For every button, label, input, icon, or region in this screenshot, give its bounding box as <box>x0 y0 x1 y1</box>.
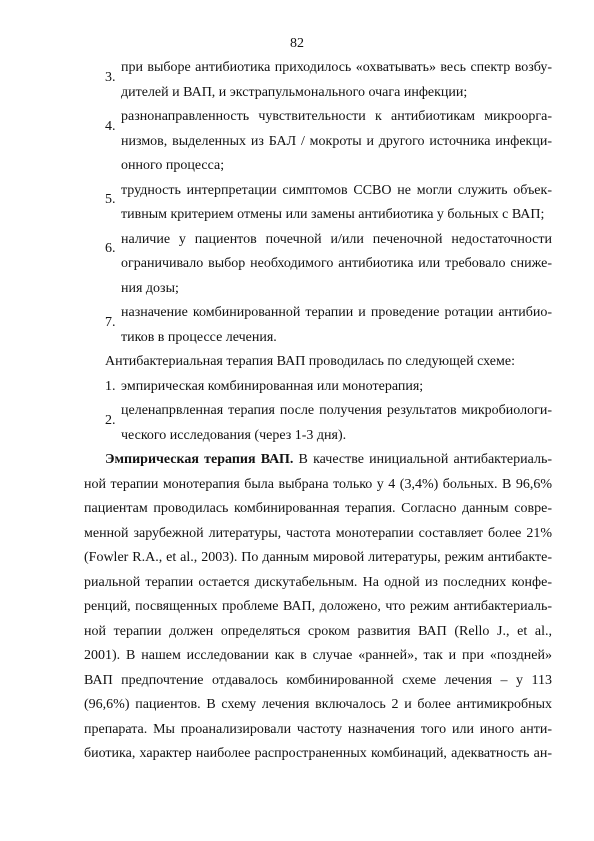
paragraph-line: ной терапии должен определяться сроком развития ВАП (Rello J., et al., <box>84 623 552 639</box>
paragraph-text: В качестве инициальной антибактериаль- <box>293 452 552 467</box>
paragraph-line: риальной терапии остается дискутабельным. На одной из последних конфе- <box>84 574 552 590</box>
list-item-line: разнонаправленность чувствительности к антибиотикам микроорга- <box>121 109 552 124</box>
list-item-line: тивным критерием отмены или замены антибиотика у больных с ВАП; <box>121 207 545 222</box>
paragraph-line: менной зарубежной литературы, частота монотерапии составляет более 21% <box>84 525 552 541</box>
list-item-line: целенапрвленная терапия после получения результатов микробиологи- <box>121 403 552 418</box>
list-item-line: ограничивало выбор необходимого антибиотика или требовало сниже- <box>121 256 552 271</box>
scheme-item-2 <box>84 399 552 428</box>
list-number: 2. <box>105 412 116 428</box>
paragraph-line: (96,6%) пациентов. В схему лечения включалось 2 и более антимикробных <box>84 697 552 712</box>
list-item-line: назначение комбинированной терапии и проведение ротации антибио- <box>121 305 552 320</box>
paragraph-line: (Fowler R.A., et al., 2003). По данным мировой литературы, режим антибакте- <box>84 550 552 565</box>
scheme-item-1 <box>84 375 552 400</box>
list-item-line: ния дозы; <box>121 280 179 296</box>
list-item-line: дителей и ВАП, и экстрапульмонального очага инфекции; <box>121 84 468 100</box>
list-item-5 <box>84 179 552 207</box>
paragraph-line: ВАП предпочтение отдавалось комбинированной схеме лечения – у 113 <box>84 672 552 688</box>
list-item-line: эмпирическая комбинированная или монотерапия; <box>121 378 424 394</box>
paragraph-line: пациентам проводилась комбинированная терапия. Согласно данным совре- <box>84 501 552 516</box>
list-item-line: тиков в процессе лечения. <box>121 329 277 345</box>
paragraph-line: ной терапии монотерапия была выбрана только у 4 (3,4%) больных. В 96,6% <box>84 476 552 492</box>
list-item-line: наличие у пациентов почечной и/или печеночной недостаточности <box>121 231 552 247</box>
list-number: 4. <box>105 118 116 134</box>
section-heading: Эмпирическая терапия ВАП. <box>105 452 294 467</box>
list-number: 3. <box>105 69 116 85</box>
paragraph-line: ренций, посвященных проблеме ВАП, доложено, что режим антибактериаль- <box>84 599 552 614</box>
list-item-4 <box>84 105 552 134</box>
list-number: 1. <box>105 378 116 394</box>
paragraph-line: 2001). В нашем исследовании как в случае «ранней», так и при «поздней» <box>84 648 552 663</box>
list-number: 5. <box>105 192 116 207</box>
list-item-line: при выборе антибиотика приходилось «охватывать» весь спектр возбу- <box>121 60 552 75</box>
list-item-line: ческого исследования (через 1-3 дня). <box>121 427 347 443</box>
list-item-3 <box>84 56 552 85</box>
page-body <box>84 56 552 767</box>
list-item-7 <box>84 301 552 330</box>
paragraph-line: биотика, характер наиболее распространенных комбинаций, адекватность ан- <box>84 746 552 761</box>
paragraph-first-line <box>84 448 552 473</box>
page-number: 82 <box>290 36 304 51</box>
list-item-line: трудность интерпретации симптомов ССВО не могли служить объек- <box>121 182 552 198</box>
list-item-line: низмов, выделенных из БАЛ / мокроты и другого источника инфекци- <box>121 133 552 149</box>
paragraph-line: препарата. Мы проанализировали частоту назначения того или иного анти- <box>84 721 552 737</box>
list-number: 6. <box>105 241 116 256</box>
list-item-6 <box>84 228 552 256</box>
list-number: 7. <box>105 314 116 330</box>
scheme-intro: Антибактериальная терапия ВАП проводилась по следующей схеме: <box>105 354 515 369</box>
list-item-line: онного процесса; <box>121 158 225 173</box>
